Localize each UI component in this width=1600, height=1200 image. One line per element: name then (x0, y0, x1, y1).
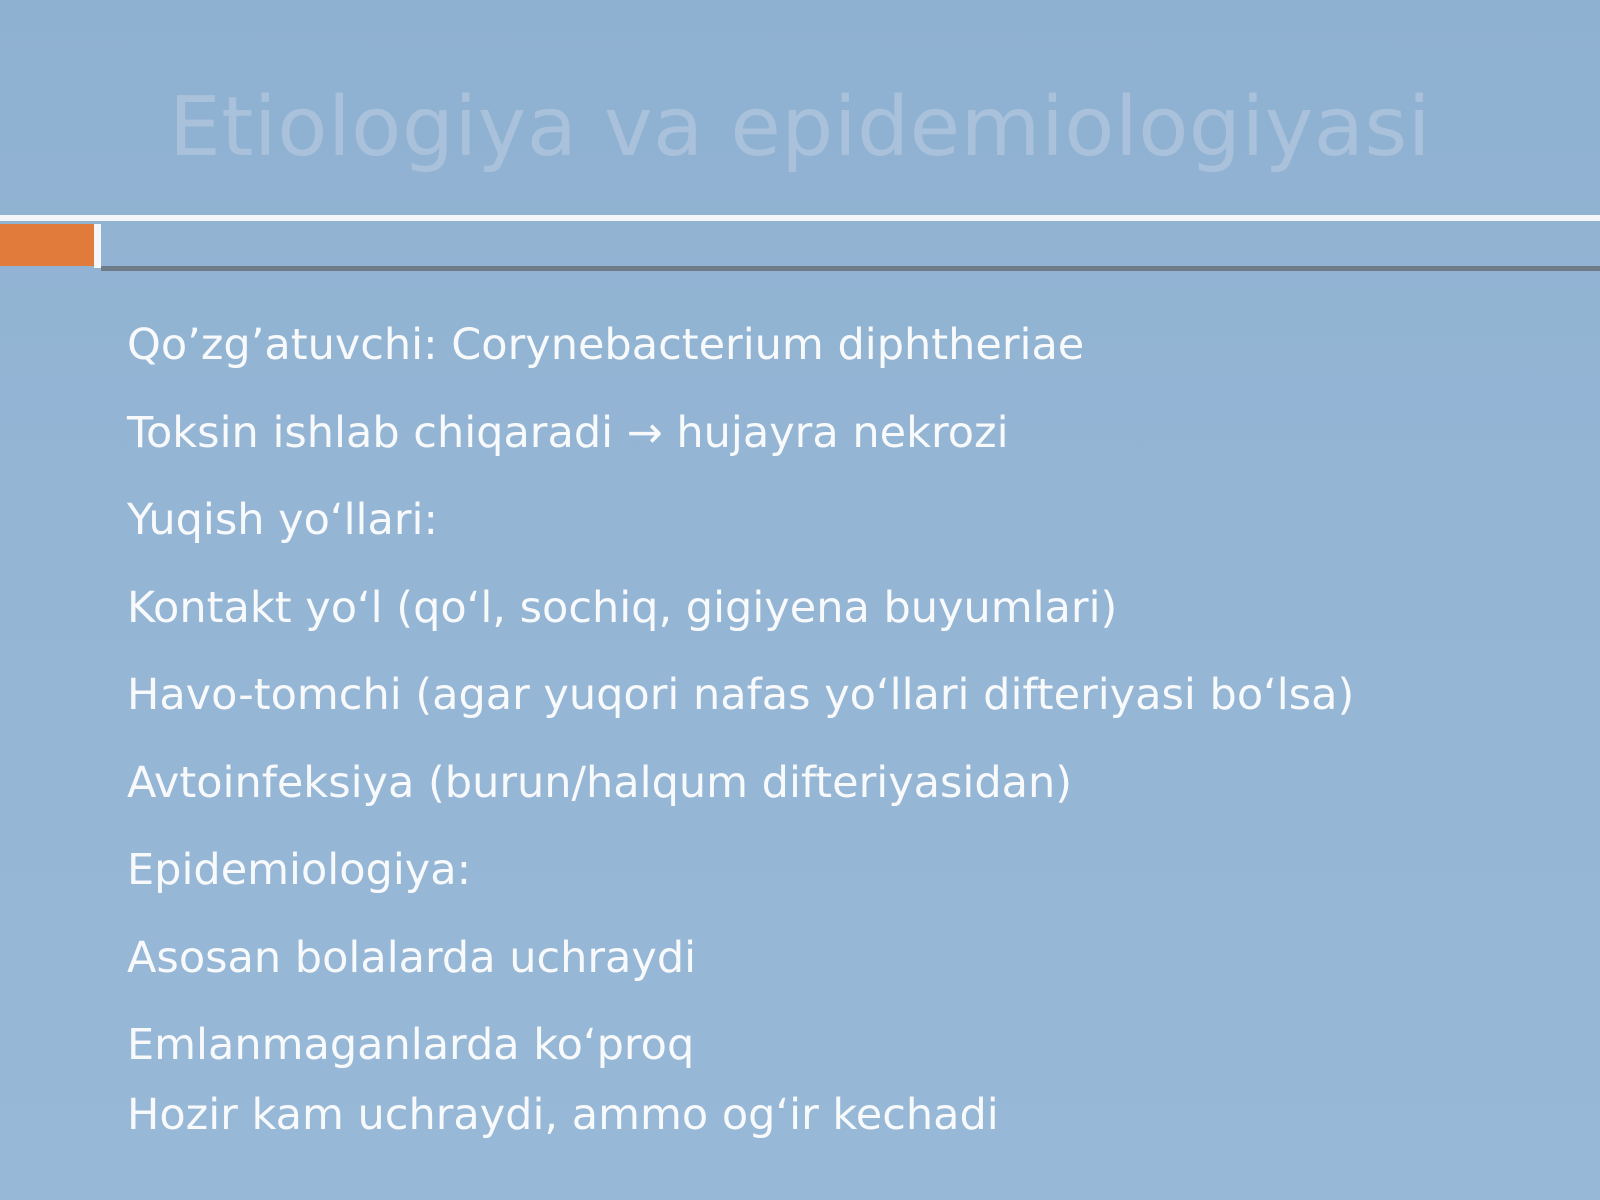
body-line: Emlanmaganlarda ko‘proq (127, 1020, 695, 1070)
title-divider-dark (101, 266, 1600, 271)
body-line: Kontakt yo‘l (qo‘l, sochiq, gigiyena buyumlari) (127, 583, 1118, 633)
body-line: Yuqish yo‘llari: (127, 495, 438, 545)
body-line: Toksin ishlab chiqaradi → hujayra nekrozi (127, 408, 1009, 458)
body-line: Hozir kam uchraydi, ammo og‘ir kechadi (127, 1090, 999, 1140)
slide-title: Etiologiya va epidemiologiyasi (168, 80, 1432, 175)
accent-bar (0, 224, 94, 266)
body-line: Asosan bolalarda uchraydi (127, 933, 697, 983)
accent-divider (94, 224, 101, 268)
body-line: Qo’zg’atuvchi: Corynebacterium diphtheriae (127, 320, 1085, 370)
body-line: Avtoinfeksiya (burun/halqum difteriyasidan) (127, 758, 1073, 808)
title-divider-light (0, 215, 1600, 221)
body-line: Havo-tomchi (agar yuqori nafas yo‘llari difteriyasi bo‘lsa) (127, 670, 1355, 720)
body-line: Epidemiologiya: (127, 845, 472, 895)
